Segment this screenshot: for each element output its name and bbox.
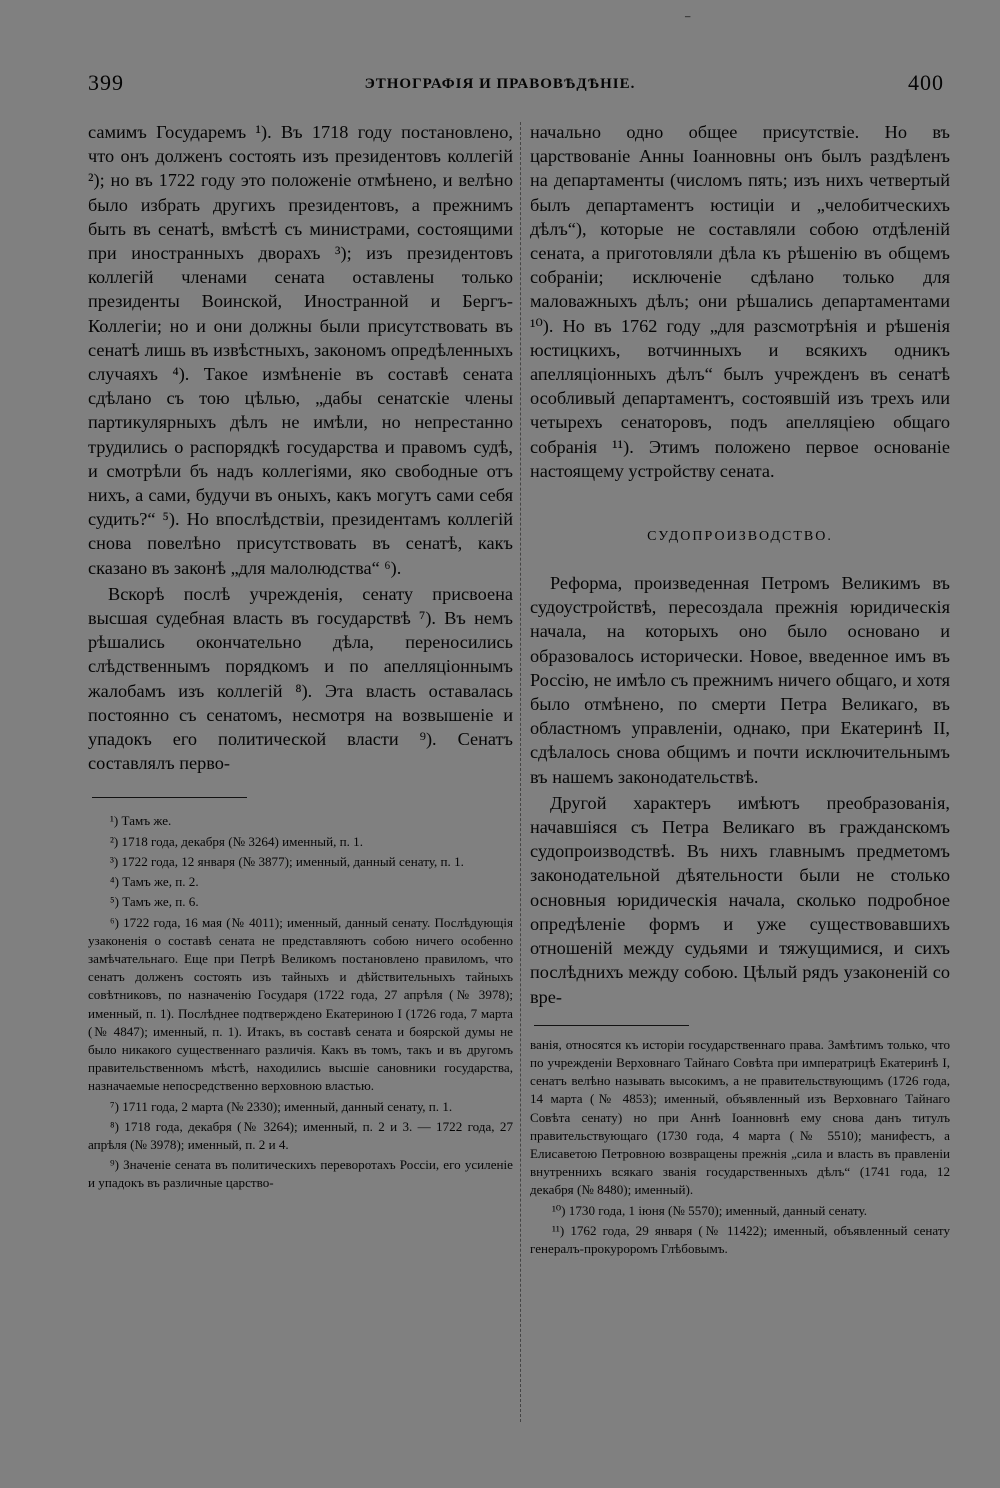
footnote-rule-right <box>534 1025 689 1026</box>
running-title: ЭТНОГРАФІЯ И ПРАВОВѢДѢНІЕ. <box>364 76 636 92</box>
left-paragraph-2: Вскорѣ послѣ учрежденія, сенату присвоена высшая судебная власть въ государствѣ ⁷). Въ немъ рѣшались окончательно дѣла, переносились слѣдственнымъ порядкомъ и по апелляціоннымъ жалобамъ изъ коллегій ⁸). Эта власть оставалась постоянно съ сенатомъ, несмотря на возвышеніе и упадокъ его политической власти ⁹). Сенатъ составлялъ перво- <box>88 583 513 774</box>
footnote-2: ²) 1718 года, декабря (№ 3264) именный, п. 1. <box>110 833 364 849</box>
page-header <box>0 0 1000 120</box>
right-footnotes <box>530 1036 950 1258</box>
right-paragraph-2: Реформа, произведенная Петромъ Великимъ въ судоустройствѣ, пересоздала прежнія юридическія начала, на которыхъ оно было основано и образовалось исторически. Новое, введенное имъ въ Россію, не имѣло съ прежнимъ ничего общаго, и хотя было отмѣнено, по смерти Петра Великаго, въ областномъ управленіи, однако, при Екатеринѣ II, сдѣлалось снова общимъ и почти исключительнымъ въ нашемъ законодательствѣ. <box>530 573 950 787</box>
page-number-right: 400 <box>908 70 944 95</box>
footnote-5: ⁵) Тамъ же, п. 6. <box>110 894 199 910</box>
left-paragraph-1: самимъ Государемъ ¹). Въ 1718 году постановлено, что онъ долженъ состоять изъ президентовъ коллегій ²); но въ 1722 году это положеніе отмѣнено, и велѣно было избрать другихъ президентовъ, а прежнимъ быть въ сенатѣ, вмѣстѣ съ министрами, состоящими при иностранныхъ дворахъ ³); изъ президентовъ коллегій членами сената оставлены только президенты Воинской, Иностранной и Бергъ-Коллегіи; но и они должны были присутствовать въ сенатѣ лишь въ извѣстныхъ, закономъ опредѣленныхъ случаяхъ ⁴). Такое измѣненіе въ составѣ сената сдѣлано съ тою цѣлью, „дабы сенатскіе члены партикулярныхъ дѣлъ не имѣли, но непрестанно трудились о распорядкѣ государства и правомъ судѣ, и смотрѣли бъ надъ коллегіями, яко свободные отъ нихъ, а сами, будучи въ оныхъ, какъ могутъ сами себя судить?“ ⁵). Но впослѣдствіи, президентамъ коллегій снова повелѣно присутствовать въ сенатѣ, какъ сказано въ законѣ „для малолюдства“ ⁶). <box>88 122 513 578</box>
footnote-6: ⁶) 1722 года, 16 мая (№ 4011); именный, данный сенату. Послѣдующія узаконенія о составѣ сената не представляютъ собою ничего особенно замѣчательнаго. Еще при Петрѣ Великомъ постановлено правиломъ, что сенатъ долженъ состоять изъ тайныхъ и дѣйствительныхъ тайныхъ совѣтниковъ, по назначенію Государя (1722 года, 27 апрѣля (№ 3978); именный, п. 1). Послѣднее подтверждено Екатериною I (1726 года, 7 марта (№ 4847); именный, п. 1). Итакъ, въ составѣ сената и боярской думы не было никакого существеннаго различія. Какъ въ томъ, такъ и въ другомъ правительственномъ мѣстѣ, находились высшіе сановники государства, назначаемые непосредственно верховною властью. <box>88 914 513 1094</box>
footnote-7: ⁷) 1711 года, 2 марта (№ 2330); именный, данный сенату, п. 1. <box>110 1098 453 1114</box>
footnote-9-continued: ванія, относятся къ исторіи государственнаго права. Замѣтимъ только, что по учрежденіи Верховнаго Тайнаго Совѣта при императрицѣ Екатеринѣ I, сенатъ велѣно называть высокимъ, а не правительствующимъ (1726 года, 14 марта (№ 4853); именный, объявленный изъ Верховнаго Тайнаго Совѣта сенату) но при Аннѣ Іоанновнѣ ему снова данъ титулъ правительствующаго (1730 года, 4 марта (№ 5510); манифестъ, а Елисаветою Петровною возвращены прежнія „сила и власть въ правленіи внутреннихъ всякаго званія государственныхъ дѣлъ“ (1741 года, 12 декабря (№ 8480); именный). <box>530 1036 950 1198</box>
right-paragraph-1: начально одно общее присутствіе. Но въ царствованіе Анны Іоанновны онъ былъ раздѣленъ на департаменты (числомъ пять; изъ нихъ четвертый былъ департаментъ юстиціи и „челобитческихъ дѣлъ“), которые не составляли собою отдѣленій сената, а приготовляли дѣла къ рѣшенію въ общемъ собраніи; исключеніе сдѣлано только для маловажныхъ дѣлъ; они рѣшались департаментами ¹⁰). Но въ 1762 году „для разсмотрѣнія и рѣшенія юстицкихъ, вотчинныхъ и всякихъ одникъ апелляціонныхъ дѣлъ“ былъ учрежденъ въ сенатѣ особливый департаментъ, состоявшій изъ трехъ или четырехъ сенаторовъ, подъ апелляціею общаго собранія ¹¹). Этимъ положено первое основаніе настоящему устройству сената. <box>530 122 950 481</box>
footnote-1: ¹) Тамъ же. <box>110 813 172 829</box>
column-divider <box>520 122 522 1422</box>
left-column <box>88 120 513 1195</box>
footnote-4: ⁴) Тамъ же, п. 2. <box>110 874 199 890</box>
footnote-9: ⁹) Значеніе сената въ политическихъ переворотахъ Россіи, его усиленіе и упадокъ въ различные царство- <box>88 1157 513 1191</box>
footnote-rule-left <box>92 797 247 798</box>
footnote-3: ³) 1722 года, 12 января (№ 3877); именный, данный сенату, п. 1. <box>110 853 464 869</box>
print-speck: ⁻ <box>684 13 692 28</box>
right-paragraph-3: Другой характеръ имѣютъ преобразованія, начавшіяся съ Петра Великаго въ гражданскомъ судопроизводствѣ. Въ нихъ главнымъ предметомъ законодательной дѣятельности были не столько основныя юридическія начала, сколько подробное опредѣленіе формъ и уже существовавшихъ отношеній между судьями и тяжущимися, и сихъ послѣднихъ между собою. Цѣлый рядъ узаконеній со вре- <box>530 792 950 1007</box>
footnote-8: ⁸) 1718 года, декабря (№ 3264); именный, п. 2 и 3. — 1722 года, 27 апрѣля (№ 3978); именный, п. 2 и 4. <box>88 1118 513 1152</box>
section-heading: СУДОПРОИЗВОДСТВО. <box>647 529 833 545</box>
left-footnotes <box>88 812 513 1192</box>
footnote-11: ¹¹) 1762 года, 29 января (№ 11422); именный, объявленный сенату генералъ-прокуроромъ Глѣбовымъ. <box>530 1222 950 1256</box>
footnote-10: ¹⁰) 1730 года, 1 іюня (№ 5570); именный, данный сенату. <box>552 1202 867 1218</box>
right-column <box>530 120 950 1260</box>
page-number-left: 399 <box>88 70 124 95</box>
